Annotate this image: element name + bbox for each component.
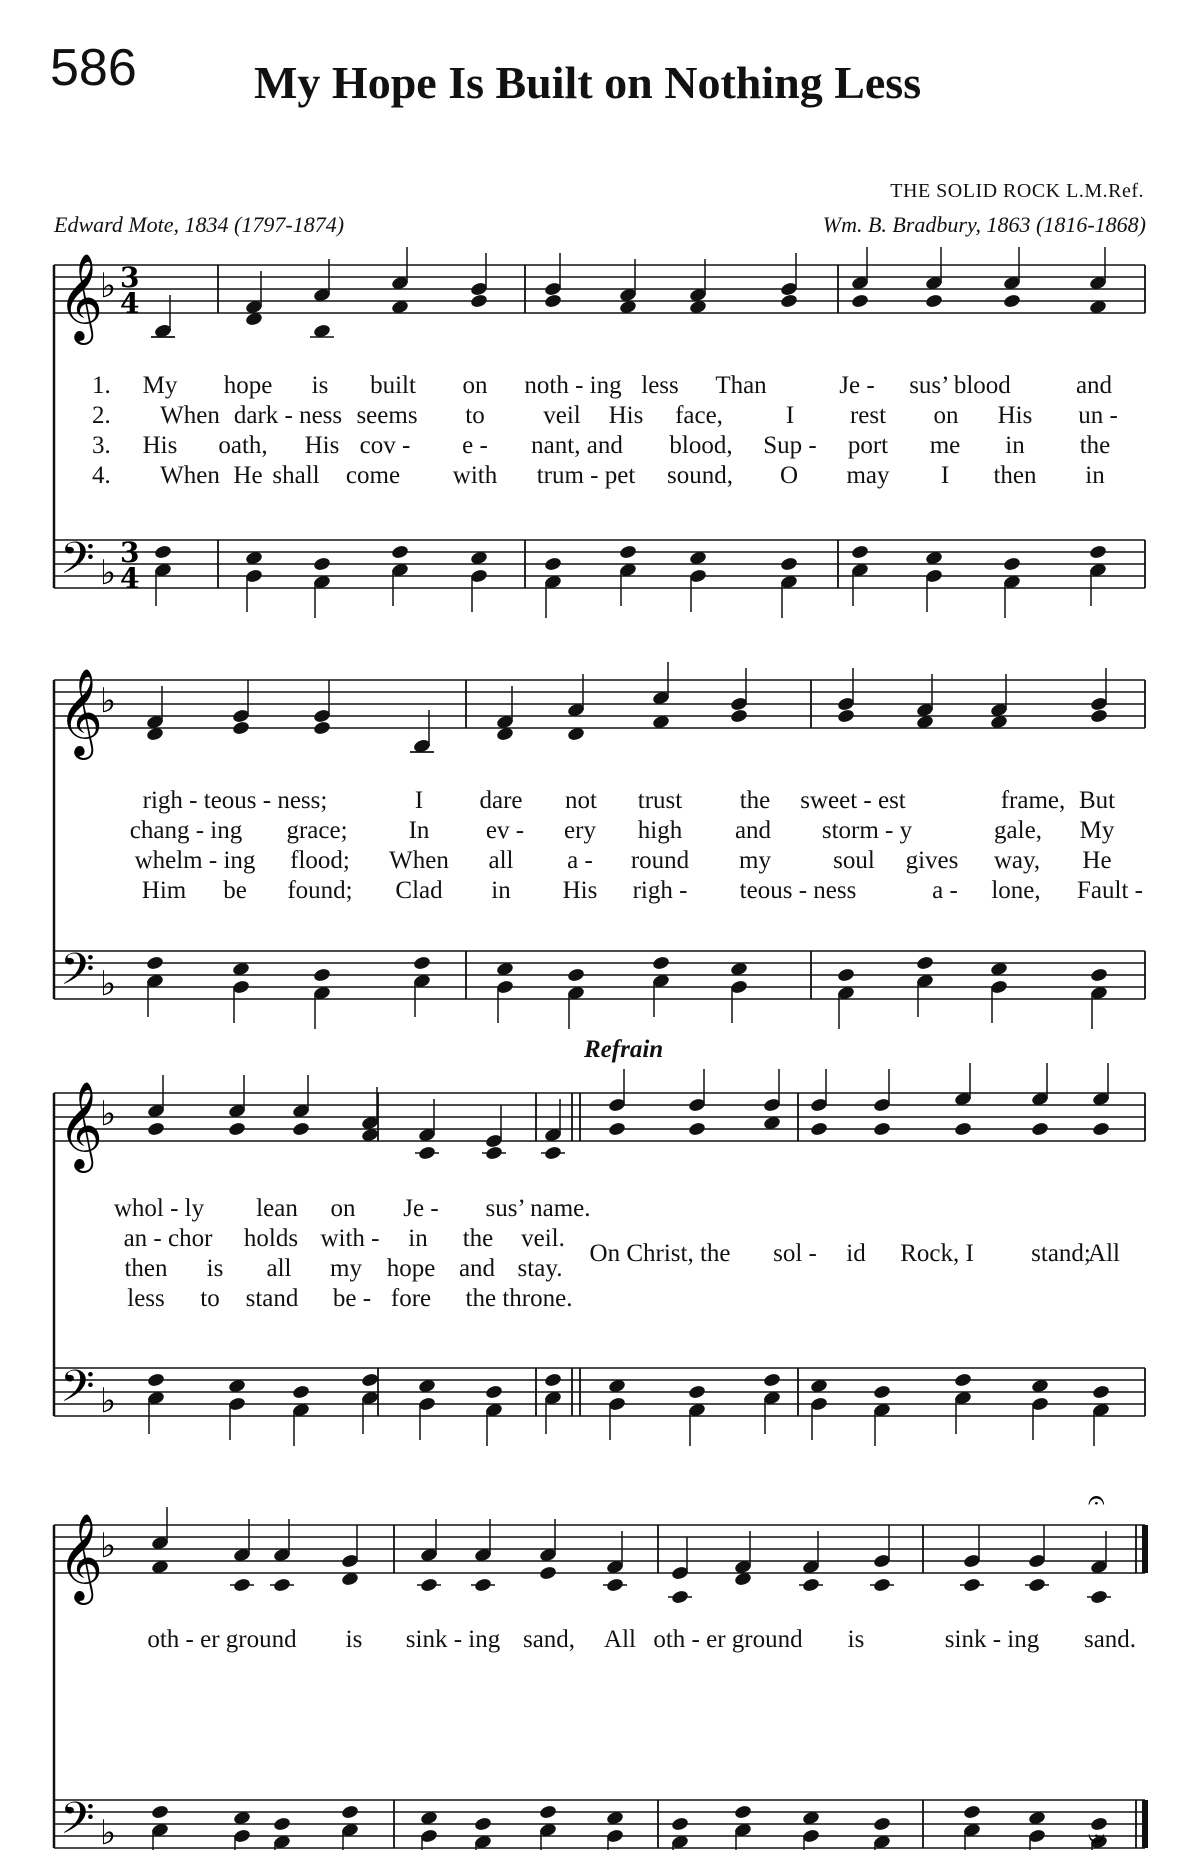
lyric-syllable: a - bbox=[932, 877, 958, 904]
note-head bbox=[851, 544, 870, 560]
lyric-syllable: less bbox=[127, 1285, 165, 1312]
lyric-syllable: I bbox=[785, 402, 795, 429]
note-head bbox=[539, 1804, 558, 1820]
system-4 bbox=[54, 1507, 1145, 1850]
lyric-syllable: trust bbox=[637, 787, 683, 814]
lyric-syllable: and bbox=[458, 1255, 496, 1282]
note-head bbox=[1089, 544, 1108, 560]
system-2 bbox=[54, 662, 1145, 1029]
lyric-syllable: Him bbox=[141, 877, 187, 904]
lyric-syllable: to bbox=[465, 402, 485, 429]
lyric-syllable: lean bbox=[256, 1195, 298, 1222]
note-head bbox=[916, 955, 935, 971]
flat-icon: ♭ bbox=[100, 1094, 117, 1134]
lyric-syllable: sand, bbox=[522, 1626, 576, 1653]
lyric-syllable: veil. bbox=[521, 1225, 565, 1252]
lyric-syllable: I bbox=[940, 462, 950, 489]
lyric-syllable: round bbox=[630, 847, 690, 874]
note-head bbox=[873, 1816, 892, 1832]
lyric-syllable: a - bbox=[567, 847, 593, 874]
note-head bbox=[544, 293, 563, 309]
lyric-syllable: hope bbox=[386, 1255, 436, 1282]
note-head bbox=[273, 1816, 292, 1832]
note-head bbox=[763, 1372, 782, 1388]
lyric-syllable: me bbox=[929, 432, 961, 459]
note-head bbox=[232, 720, 251, 736]
lyric-syllable: ery bbox=[564, 817, 596, 844]
lyric-syllable: built bbox=[370, 372, 416, 399]
lyric-syllable: found; bbox=[287, 877, 353, 904]
note-head bbox=[544, 556, 563, 572]
lyric-syllable: dark - ness bbox=[233, 402, 343, 429]
note-head bbox=[313, 720, 332, 736]
note-head bbox=[313, 556, 332, 572]
lyric-syllable: is bbox=[847, 1626, 865, 1653]
note-head bbox=[780, 293, 799, 309]
lyric-syllable: Sup - bbox=[763, 432, 817, 459]
lyric-syllable: sink - ing bbox=[944, 1626, 1040, 1653]
note-head bbox=[954, 1372, 973, 1388]
note-head bbox=[1092, 1121, 1111, 1137]
text-credit: Edward Mote, 1834 (1797-1874) bbox=[54, 212, 345, 237]
note-head bbox=[313, 967, 332, 983]
lyric-syllable: stand bbox=[245, 1285, 299, 1312]
flat-icon: ♭ bbox=[100, 681, 117, 721]
refrain-syllable: id bbox=[846, 1240, 866, 1267]
lyric-syllable: my bbox=[739, 847, 771, 874]
time-signature-top: 3 bbox=[120, 536, 140, 569]
lyric-syllable: on bbox=[330, 1195, 356, 1222]
flat-icon: ♭ bbox=[100, 964, 117, 1004]
lyric-syllable: whol - ly bbox=[113, 1195, 205, 1222]
note-head bbox=[734, 1804, 753, 1820]
lyric-syllable: high bbox=[637, 817, 683, 844]
lyric-syllable: in bbox=[1005, 432, 1025, 459]
note-head bbox=[341, 1804, 360, 1820]
lyric-syllable: frame, bbox=[1000, 787, 1066, 814]
note-head bbox=[780, 556, 799, 572]
note-head bbox=[671, 1816, 690, 1832]
lyric-syllable: sweet - est bbox=[800, 787, 906, 814]
lyric-syllable: the throne. bbox=[465, 1285, 573, 1312]
time-signature-bottom: 4 bbox=[120, 287, 140, 320]
bass-clef-icon: 𝄢 bbox=[60, 532, 95, 595]
lyric-syllable: He bbox=[1082, 847, 1112, 874]
lyric-syllable: All bbox=[604, 1626, 636, 1653]
note-head bbox=[688, 1384, 707, 1400]
lyric-syllable: When bbox=[389, 847, 449, 874]
verse-number: 4. bbox=[92, 462, 111, 489]
note-head bbox=[485, 1384, 504, 1400]
lyric-syllable: face, bbox=[675, 402, 723, 429]
lyric-syllable: on bbox=[933, 402, 959, 429]
time-signature-bottom: 4 bbox=[120, 562, 140, 595]
note-head bbox=[1090, 967, 1109, 983]
note-head bbox=[1003, 556, 1022, 572]
lyric-syllable: e - bbox=[462, 432, 488, 459]
lyric-syllable: is bbox=[345, 1626, 363, 1653]
bass-clef-icon: 𝄢 bbox=[60, 1792, 95, 1850]
lyric-syllable: cov - bbox=[359, 432, 411, 459]
note-head bbox=[963, 1804, 982, 1820]
lyric-syllable: un - bbox=[1078, 402, 1118, 429]
lyric-syllable: be - bbox=[332, 1285, 372, 1312]
lyric-syllable: His bbox=[304, 432, 340, 459]
note-head bbox=[413, 955, 432, 971]
lyric-syllable: my bbox=[330, 1255, 362, 1282]
verse-number: 1. bbox=[92, 372, 111, 399]
flat-icon: ♭ bbox=[100, 553, 117, 593]
lyric-syllable: Je - bbox=[839, 372, 875, 399]
treble-clef-icon: 𝄞 bbox=[58, 1080, 103, 1169]
note-head bbox=[837, 708, 856, 724]
flat-icon: ♭ bbox=[100, 266, 117, 306]
lyric-syllable: hope bbox=[223, 372, 273, 399]
lyric-syllable: sound, bbox=[667, 462, 733, 489]
lyric-syllable: in bbox=[1085, 462, 1105, 489]
lyric-syllable: gale, bbox=[994, 817, 1042, 844]
lyric-syllable: sand. bbox=[1083, 1626, 1137, 1653]
note-head bbox=[147, 1372, 166, 1388]
note-head bbox=[154, 544, 173, 560]
hymn-number: 586 bbox=[50, 39, 137, 97]
lyric-syllable: Than bbox=[715, 372, 767, 399]
lyric-syllable: When bbox=[160, 402, 220, 429]
lyric-syllable: O bbox=[779, 462, 799, 489]
verse-number: 3. bbox=[92, 432, 111, 459]
note-head bbox=[730, 708, 749, 724]
refrain-syllable: On Christ, the bbox=[589, 1240, 731, 1267]
note-head bbox=[470, 293, 489, 309]
note-head bbox=[837, 967, 856, 983]
flat-icon: ♭ bbox=[100, 1526, 117, 1566]
lyric-syllable: the bbox=[739, 787, 771, 814]
lyric-syllable: chang - ing bbox=[129, 817, 243, 844]
treble-clef-icon: 𝄞 bbox=[58, 1512, 103, 1601]
lyric-syllable: to bbox=[200, 1285, 220, 1312]
lyric-syllable: be bbox=[223, 877, 247, 904]
bass-clef-icon: 𝄢 bbox=[60, 943, 95, 1006]
lyric-syllable: an - chor bbox=[123, 1225, 213, 1252]
time-signature-top: 3 bbox=[120, 261, 140, 294]
note-head bbox=[151, 1804, 170, 1820]
lyric-syllable: is bbox=[206, 1255, 224, 1282]
lyric-syllable: His bbox=[997, 402, 1033, 429]
lyric-syllable: oth - er ground bbox=[653, 1626, 803, 1653]
note-head bbox=[391, 544, 410, 560]
lyric-syllable: less bbox=[641, 372, 679, 399]
verse-number: 2. bbox=[92, 402, 111, 429]
lyric-syllable: His bbox=[142, 432, 178, 459]
lyric-syllable: all bbox=[266, 1255, 292, 1282]
lyric-syllable: holds bbox=[243, 1225, 299, 1252]
note-head bbox=[873, 1384, 892, 1400]
lyric-syllable: righ - teous - ness; bbox=[142, 787, 328, 814]
note-head bbox=[567, 967, 586, 983]
lyric-syllable: stay. bbox=[517, 1255, 563, 1282]
lyric-syllable: not bbox=[565, 787, 597, 814]
lyric-syllable: with - bbox=[320, 1225, 380, 1252]
lyric-syllable: sus’ name. bbox=[485, 1195, 591, 1222]
note-head bbox=[873, 1121, 892, 1137]
lyric-syllable: oath, bbox=[218, 432, 268, 459]
fermata-icon: 𝄑 bbox=[1088, 1821, 1105, 1850]
lyric-syllable: lone, bbox=[991, 877, 1041, 904]
lyric-syllable: is bbox=[311, 372, 329, 399]
hymn-title: My Hope Is Built on Nothing Less bbox=[254, 57, 922, 108]
lyric-syllable: ev - bbox=[485, 817, 525, 844]
lyric-syllable: come bbox=[345, 462, 401, 489]
lyric-syllable: then bbox=[124, 1255, 168, 1282]
lyric-syllable: trum - pet bbox=[536, 462, 636, 489]
lyric-syllable: Clad bbox=[395, 877, 443, 904]
lyric-syllable: all bbox=[488, 847, 514, 874]
lyric-syllable: way, bbox=[993, 847, 1041, 874]
flat-icon: ♭ bbox=[100, 1381, 117, 1421]
lyric-syllable: Je - bbox=[403, 1195, 439, 1222]
lyric-syllable: in bbox=[491, 877, 511, 904]
note-head bbox=[292, 1384, 311, 1400]
treble-clef-icon: 𝄞 bbox=[58, 252, 103, 341]
lyric-syllable: on bbox=[462, 372, 488, 399]
lyric-syllable: My bbox=[1079, 817, 1115, 844]
note-head bbox=[539, 1565, 558, 1581]
note-head bbox=[1003, 293, 1022, 309]
note-head bbox=[619, 544, 638, 560]
lyric-syllable: whelm - ing bbox=[134, 847, 256, 874]
refrain-syllable: All bbox=[1088, 1240, 1120, 1267]
lyric-syllable: sus’ blood bbox=[909, 372, 1011, 399]
note-head bbox=[228, 1121, 247, 1137]
lyric-syllable: My bbox=[142, 372, 178, 399]
tune-name: THE SOLID ROCK L.M.Ref. bbox=[890, 180, 1144, 202]
lyric-syllable: But bbox=[1078, 787, 1116, 814]
lyric-syllable: shall bbox=[272, 462, 320, 489]
note-head bbox=[146, 955, 165, 971]
lyric-syllable: dare bbox=[479, 787, 523, 814]
lyric-syllable: then bbox=[993, 462, 1037, 489]
lyric-syllable: sink - ing bbox=[405, 1626, 501, 1653]
lyric-syllable: gives bbox=[905, 847, 959, 874]
lyric-syllable: teous - ness bbox=[739, 877, 857, 904]
treble-clef-icon: 𝄞 bbox=[58, 667, 103, 756]
lyric-syllable: When bbox=[160, 462, 220, 489]
note-head bbox=[688, 1121, 707, 1137]
note-head bbox=[1090, 708, 1109, 724]
lyric-syllable: rest bbox=[849, 402, 887, 429]
lyric-syllable: Fault - bbox=[1077, 877, 1143, 904]
lyric-syllable: may bbox=[846, 462, 890, 489]
lyric-syllable: with bbox=[452, 462, 498, 489]
lyric-syllable: and bbox=[734, 817, 772, 844]
lyric-syllable: noth - ing bbox=[524, 372, 622, 399]
note-head bbox=[474, 1816, 493, 1832]
note-head bbox=[361, 1372, 380, 1388]
lyric-syllable: port bbox=[847, 432, 889, 459]
note-head bbox=[954, 1121, 973, 1137]
refrain-syllable: stand; bbox=[1031, 1240, 1091, 1267]
lyric-syllable: in bbox=[408, 1225, 428, 1252]
fermata-icon: 𝄐 bbox=[1088, 1483, 1105, 1518]
lyric-syllable: I bbox=[414, 787, 424, 814]
lyric-syllable: nant, and bbox=[531, 432, 623, 459]
lyric-syllable: the bbox=[1079, 432, 1111, 459]
lyric-syllable: seems bbox=[356, 402, 418, 429]
lyric-syllable: veil bbox=[543, 402, 581, 429]
lyric-syllable: storm - y bbox=[821, 817, 913, 844]
refrain-syllable: sol - bbox=[773, 1240, 817, 1267]
music-credit: Wm. B. Bradbury, 1863 (1816-1868) bbox=[822, 212, 1146, 237]
note-head bbox=[608, 1121, 627, 1137]
lyric-syllable: and bbox=[1075, 372, 1113, 399]
lyric-syllable: blood, bbox=[669, 432, 733, 459]
lyric-syllable: His bbox=[562, 877, 598, 904]
note-head bbox=[851, 293, 870, 309]
lyric-syllable: fore bbox=[390, 1285, 432, 1312]
flat-icon: ♭ bbox=[100, 1813, 117, 1850]
note-head bbox=[544, 1372, 563, 1388]
note-head bbox=[292, 1121, 311, 1137]
lyric-syllable: soul bbox=[833, 847, 875, 874]
lyric-syllable: righ - bbox=[632, 877, 688, 904]
note-head bbox=[652, 955, 671, 971]
note-head bbox=[810, 1121, 829, 1137]
bass-clef-icon: 𝄢 bbox=[60, 1360, 95, 1423]
refrain-syllable: Rock, I bbox=[900, 1240, 974, 1267]
lyric-syllable: the bbox=[462, 1225, 494, 1252]
lyric-syllable: oth - er ground bbox=[147, 1626, 297, 1653]
lyric-syllable: flood; bbox=[290, 847, 350, 874]
note-head bbox=[147, 1121, 166, 1137]
refrain-label: Refrain bbox=[584, 1036, 664, 1063]
note-head bbox=[1031, 1121, 1050, 1137]
note-head bbox=[925, 293, 944, 309]
lyric-syllable: His bbox=[608, 402, 644, 429]
note-head bbox=[1092, 1384, 1111, 1400]
lyric-syllable: He bbox=[233, 462, 263, 489]
lyric-syllable: In bbox=[408, 817, 430, 844]
lyric-syllable: grace; bbox=[286, 817, 348, 844]
